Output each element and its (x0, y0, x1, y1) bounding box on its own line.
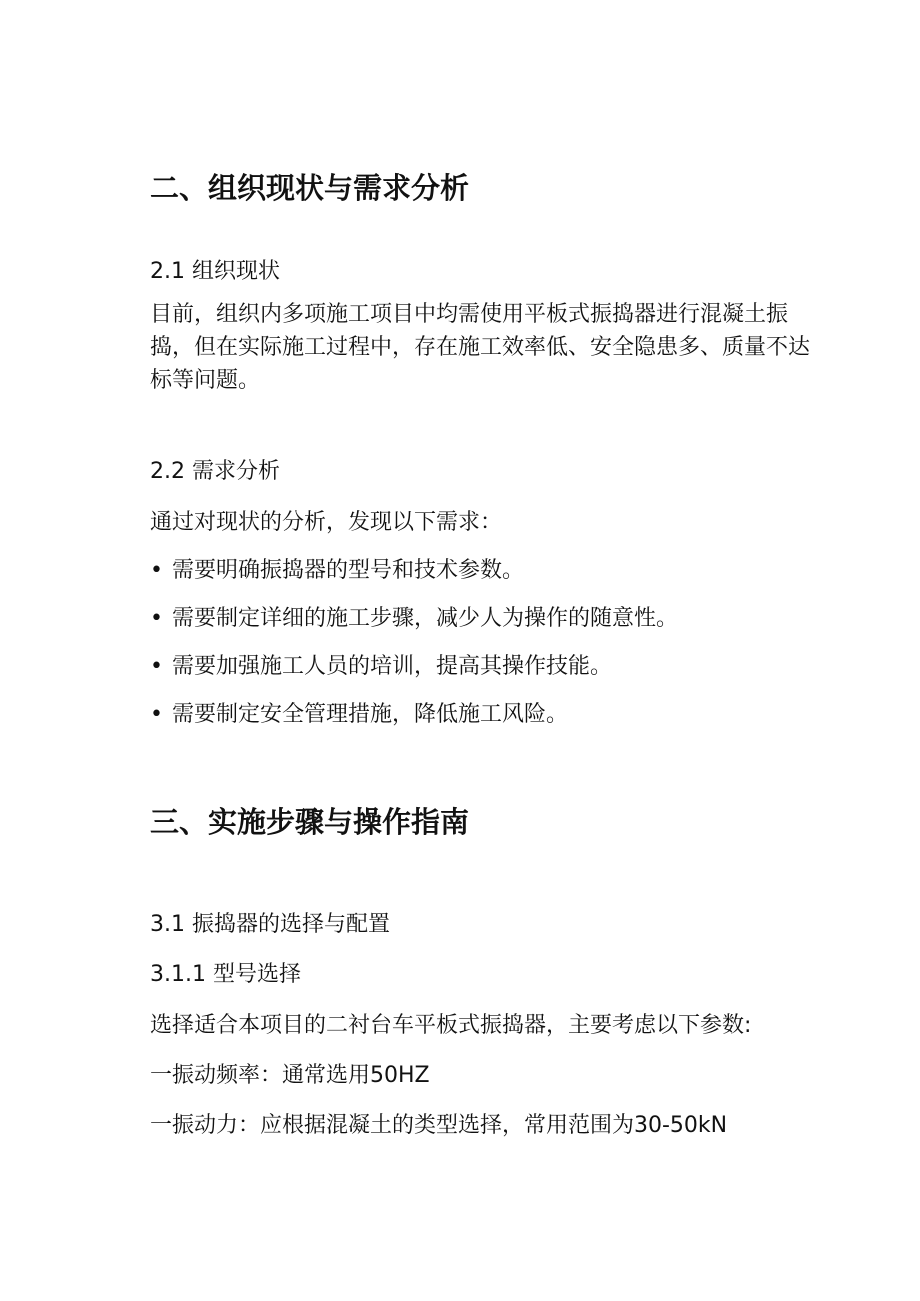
bullet-dot: • (150, 654, 163, 679)
bullet-item (150, 601, 678, 632)
bullet-dot: • (150, 558, 163, 583)
param-line: 一振动力：应根据混凝土的类型选择，常用范围为30-50kN (150, 1113, 728, 1138)
param-line: 一振动频率：通常选用50HZ (150, 1063, 430, 1088)
section-2-heading: 二、组织现状与需求分析 (150, 171, 470, 205)
bullet-text: 需要制定安全管理措施，降低施工风险。 (172, 702, 569, 727)
subsection-3-1-1-intro: 选择适合本项目的二衬台车平板式振捣器，主要考虑以下参数: (150, 1013, 752, 1038)
bullet-dot: • (150, 702, 163, 727)
subsection-2-1-title: 2.1 组织现状 (150, 259, 280, 284)
bullet-text: 需要明确振捣器的型号和技术参数。 (172, 558, 525, 583)
bullet-text: 需要加强施工人员的培训，提高其操作技能。 (172, 654, 613, 679)
bullet-item (150, 697, 568, 728)
subsection-3-1-title: 3.1 振捣器的选择与配置 (150, 912, 390, 937)
bullet-item (150, 553, 524, 584)
bullet-dot: • (150, 606, 163, 631)
subsection-2-1-paragraph (150, 298, 810, 397)
bullet-text: 需要制定详细的施工步骤，减少人为操作的随意性。 (172, 606, 679, 631)
subsection-3-1-1-title: 3.1.1 型号选择 (150, 962, 301, 987)
paragraph-text: 目前，组织内多项施工项目中均需使用平板式振捣器进行混凝土振捣，但在实际施工过程中，存在施工效率低、安全隐患多、质量不达标等问题。 (150, 302, 811, 393)
subsection-2-2-title: 2.2 需求分析 (150, 459, 280, 484)
subsection-2-2-intro: 通过对现状的分析，发现以下需求： (150, 510, 503, 535)
bullet-item (150, 649, 612, 680)
section-3-heading: 三、实施步骤与操作指南 (150, 805, 470, 839)
